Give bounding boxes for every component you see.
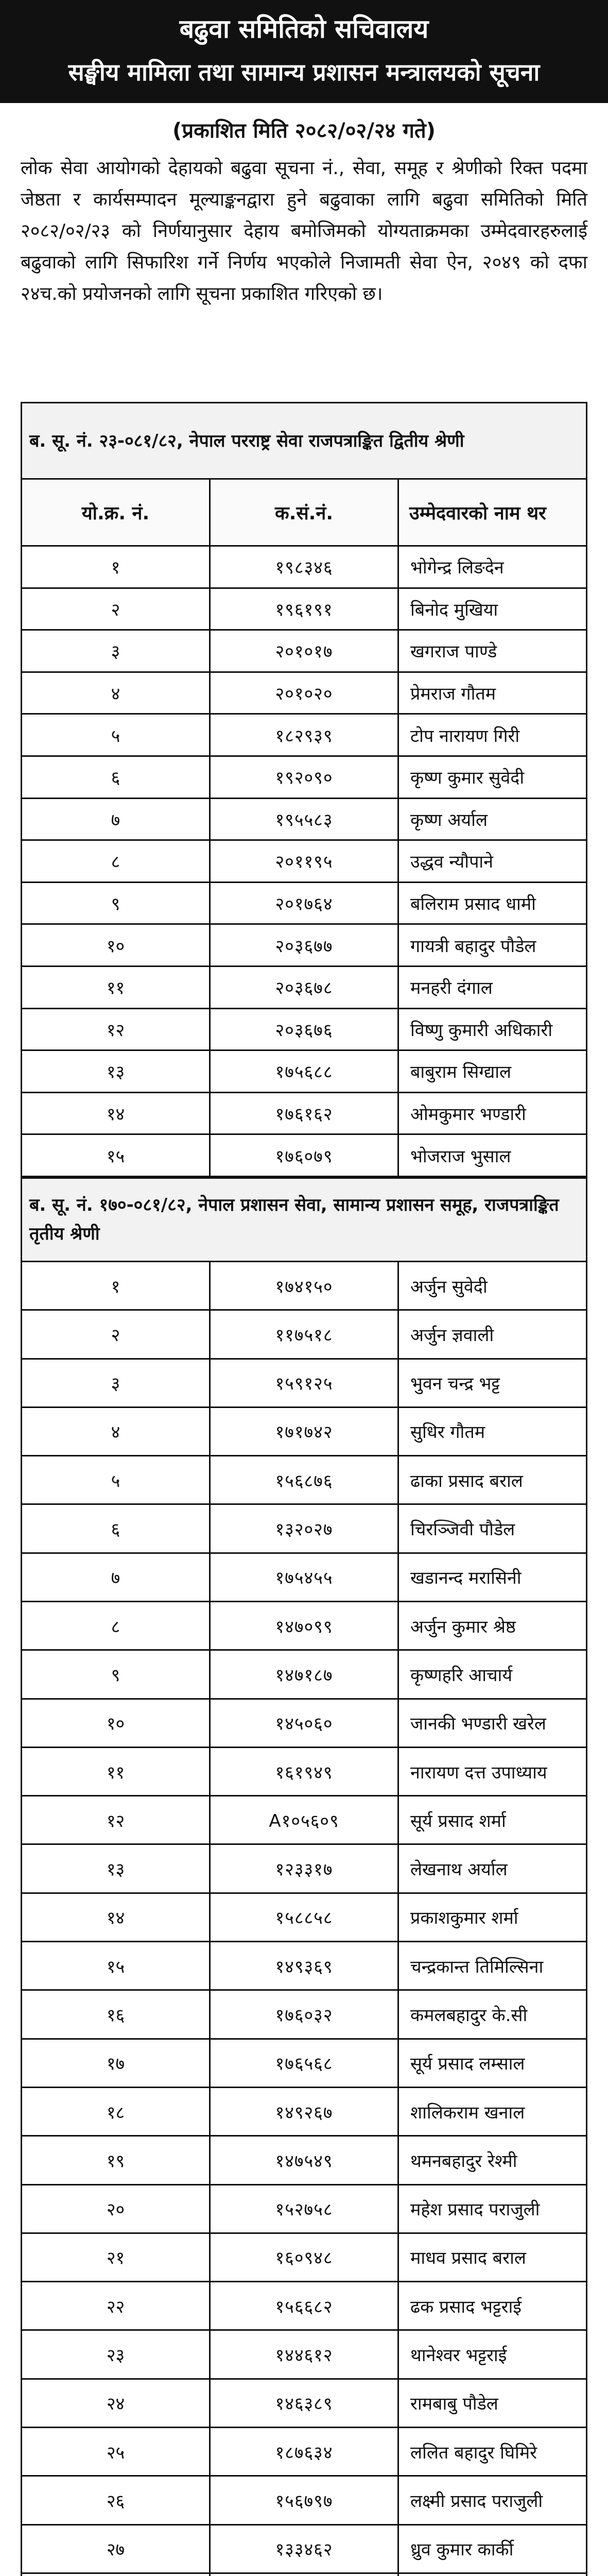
- serial-cell: १२: [22, 1796, 210, 1844]
- serial-cell: १५: [22, 1134, 210, 1177]
- serial-cell: १३: [22, 1844, 210, 1893]
- table-row: [22, 2233, 587, 2281]
- table-row: [22, 714, 587, 756]
- serial-cell: ३: [22, 630, 210, 672]
- table-row: [22, 1092, 587, 1134]
- table-row: [22, 882, 587, 924]
- serial-cell: ९: [22, 882, 210, 924]
- table-row: [22, 630, 587, 672]
- name-cell: खडानन्द मरासिनी: [398, 1553, 587, 1601]
- serial-cell: ३: [22, 1359, 210, 1407]
- section-table-2: [21, 1177, 587, 2576]
- name-cell: ललित बहादुर घिमिरे: [398, 2428, 587, 2476]
- serial-cell: ६: [22, 1504, 210, 1553]
- symbol-cell: १५९१२५: [210, 1359, 398, 1407]
- table-row: [22, 1359, 587, 1407]
- name-cell: प्रेमराज गौतम: [398, 672, 587, 714]
- serial-cell: २५: [22, 2428, 210, 2476]
- symbol-cell: १४९३६९: [210, 1942, 398, 1990]
- serial-cell: २४: [22, 2379, 210, 2427]
- name-cell: चन्द्रकान्त तिमिल्सिना: [398, 1942, 587, 1990]
- serial-cell: [22, 2573, 210, 2576]
- symbol-cell: १५८८५८: [210, 1893, 398, 1941]
- notice-body: [0, 103, 608, 402]
- table-row: [22, 2428, 587, 2476]
- name-cell: महेश प्रसाद पराजुली: [398, 2184, 587, 2233]
- column-header-symbol: क.सं.नं.: [210, 479, 398, 546]
- table-row: [22, 1134, 587, 1177]
- name-cell: मनहरी दंगाल: [398, 966, 587, 1008]
- name-cell: अर्जुन ज्ञवाली: [398, 1310, 587, 1359]
- symbol-cell: A१०५६०९: [210, 1796, 398, 1844]
- symbol-cell: १७६०७९: [210, 1134, 398, 1177]
- serial-cell: १४: [22, 1893, 210, 1941]
- symbol-cell: १४४६१२: [210, 2330, 398, 2379]
- table-row: [22, 1050, 587, 1093]
- name-cell: विष्णु कुमारी अधिकारी: [398, 1008, 587, 1050]
- symbol-cell: २०१०२०: [210, 672, 398, 714]
- name-cell: सूर्य प्रसाद शर्मा: [398, 1796, 587, 1844]
- table-row: [22, 1553, 587, 1601]
- table-row: [22, 2330, 587, 2379]
- table-row: [22, 756, 587, 798]
- name-cell: लेखनाथ अर्याल: [398, 1844, 587, 1893]
- serial-cell: २६: [22, 2476, 210, 2524]
- symbol-cell: १९५५८३: [210, 798, 398, 840]
- symbol-cell: १४७१८७: [210, 1650, 398, 1699]
- name-cell: सूर्य प्रसाद लम्साल: [398, 2039, 587, 2087]
- name-cell: माधव प्रसाद बराल: [398, 2233, 587, 2281]
- table-row: [22, 1504, 587, 1553]
- table-row: [22, 1310, 587, 1359]
- symbol-cell: १५६७९७: [210, 2476, 398, 2524]
- column-header-row: [22, 479, 587, 546]
- serial-cell: ९: [22, 1650, 210, 1699]
- symbol-cell: [210, 2573, 398, 2576]
- symbol-cell: २०३६७७: [210, 924, 398, 967]
- serial-cell: ६: [22, 756, 210, 798]
- name-cell: रामबाबु पौडेल: [398, 2379, 587, 2427]
- symbol-cell: १७६०३२: [210, 1990, 398, 2039]
- serial-cell: ७: [22, 798, 210, 840]
- symbol-cell: १२३३१७: [210, 1844, 398, 1893]
- table-row: [22, 1747, 587, 1795]
- serial-cell: १०: [22, 1699, 210, 1747]
- symbol-cell: २०१०१७: [210, 630, 398, 672]
- section-table-1: [21, 402, 587, 1177]
- table-row: [22, 2039, 587, 2087]
- name-cell: खगराज पाण्डे: [398, 630, 587, 672]
- name-cell: टोप नारायण गिरी: [398, 714, 587, 756]
- header-line-2: सङ्घीय मामिला तथा सामान्य प्रशासन मन्त्रालयको सूचना: [68, 58, 540, 86]
- serial-cell: १८: [22, 2087, 210, 2136]
- symbol-cell: १९२०९०: [210, 756, 398, 798]
- name-cell: अर्जुन कुमार श्रेष्ठ: [398, 1601, 587, 1650]
- table-row: [22, 840, 587, 883]
- name-cell: कृष्ण अर्याल: [398, 798, 587, 840]
- table-row: [22, 1796, 587, 1844]
- symbol-cell: १५६८७६: [210, 1456, 398, 1504]
- name-cell: थमनबहादुर रेश्मी: [398, 2136, 587, 2184]
- symbol-cell: १९६१९१: [210, 588, 398, 630]
- serial-cell: १६: [22, 1990, 210, 2039]
- section-title: ब. सू. नं. २३-०८१/८२, नेपाल परराष्ट्र सेवा राजपत्राङ्कित द्वितीय श्रेणी: [22, 403, 587, 479]
- name-cell: बलिराम प्रसाद धामी: [398, 882, 587, 924]
- serial-cell: २२: [22, 2282, 210, 2330]
- symbol-cell: १७६५६८: [210, 2039, 398, 2087]
- table-row: [22, 1261, 587, 1310]
- table-row: [22, 2282, 587, 2330]
- name-cell: सुधिर गौतम: [398, 1407, 587, 1455]
- name-cell: ध्रुव कुमार कार्की: [398, 2524, 587, 2573]
- name-cell: ढक प्रसाद भट्टराई: [398, 2282, 587, 2330]
- symbol-cell: १८२९३९: [210, 714, 398, 756]
- table-row: [22, 2476, 587, 2524]
- serial-cell: १४: [22, 1092, 210, 1134]
- serial-cell: १७: [22, 2039, 210, 2087]
- serial-cell: ५: [22, 714, 210, 756]
- symbol-cell: १७१७४२: [210, 1407, 398, 1455]
- symbol-cell: १८७६३४: [210, 2428, 398, 2476]
- name-cell: बिनोद मुखिया: [398, 588, 587, 630]
- symbol-cell: १६१९४९: [210, 1747, 398, 1795]
- name-cell: कृष्णहरि आचार्य: [398, 1650, 587, 1699]
- symbol-cell: १३२०२७: [210, 1504, 398, 1553]
- table-row: [22, 924, 587, 967]
- table-row: [22, 1844, 587, 1893]
- name-cell: भोजराज भुसाल: [398, 1134, 587, 1177]
- table-row: [22, 1407, 587, 1455]
- serial-cell: ५: [22, 1456, 210, 1504]
- serial-cell: २: [22, 1310, 210, 1359]
- name-cell: लक्ष्मी प्रसाद पराजुली: [398, 2476, 587, 2524]
- column-header-serial: यो.क्र. नं.: [22, 479, 210, 546]
- notice-header: [0, 0, 608, 103]
- table-row: [22, 672, 587, 714]
- symbol-cell: १४५०६०: [210, 1699, 398, 1747]
- symbol-cell: २०१७६४: [210, 882, 398, 924]
- notice-text: लोक सेवा आयोगको देहायको बढुवा सूचना नं., सेवा, समूह र श्रेणीको रिक्त पदमा जेष्ठता र कार्यसम्पादन मूल्याङ्कनद्वारा हुने बढुवाका लागि बढुवा समितिको मिति २०८२/०२/२३ को निर्णयानुसार देहाय बमोजिमको योग्यताक्रमका उम्मेदवारहरुलाई बढुवाको लागि सिफारिश गर्ने निर्णय भएकोले निजामती सेवा ऐन, २०४९ को दफा २४च.को प्रयोजनको लागि सूचना प्रकाशित गरिएको छ।: [21, 158, 587, 304]
- name-cell: प्रकाशकुमार शर्मा: [398, 1893, 587, 1941]
- serial-cell: ११: [22, 966, 210, 1008]
- symbol-cell: १७५४५५: [210, 1553, 398, 1601]
- name-cell: [398, 2573, 587, 2576]
- symbol-cell: १७४१५०: [210, 1261, 398, 1310]
- table-row: [22, 2573, 587, 2576]
- name-cell: ढाका प्रसाद बराल: [398, 1456, 587, 1504]
- serial-cell: २१: [22, 2233, 210, 2281]
- serial-cell: १०: [22, 924, 210, 967]
- name-cell: गायत्री बहादुर पौडेल: [398, 924, 587, 967]
- symbol-cell: १४७०९९: [210, 1601, 398, 1650]
- name-cell: चिरञ्जिवी पौडेल: [398, 1504, 587, 1553]
- table-row: [22, 1601, 587, 1650]
- name-cell: ओमकुमार भण्डारी: [398, 1092, 587, 1134]
- table-row: [22, 2087, 587, 2136]
- symbol-cell: ११७५१८: [210, 1310, 398, 1359]
- table-row: [22, 1699, 587, 1747]
- serial-cell: ११: [22, 1747, 210, 1795]
- symbol-cell: १९८३४६: [210, 546, 398, 588]
- serial-cell: २: [22, 588, 210, 630]
- symbol-cell: १६०९४८: [210, 2233, 398, 2281]
- serial-cell: १: [22, 546, 210, 588]
- symbol-cell: १७५६८८: [210, 1050, 398, 1093]
- candidate-tables: [0, 402, 608, 2576]
- table-row: [22, 1893, 587, 1941]
- table-row: [22, 1942, 587, 1990]
- table-row: [22, 546, 587, 588]
- publish-date: (प्रकाशित मिति २०८२/०२/२४ गते): [172, 119, 436, 143]
- section-title: ब. सू. नं. १७०-०८१/८२, नेपाल प्रशासन सेवा, सामान्य प्रशासन समूह, राजपत्राङ्कित तृतीय श्रेणी: [22, 1178, 587, 1261]
- table-row: [22, 2379, 587, 2427]
- symbol-cell: २०३६७८: [210, 966, 398, 1008]
- table-row: [22, 1990, 587, 2039]
- table-row: [22, 2136, 587, 2184]
- symbol-cell: १४७५४९: [210, 2136, 398, 2184]
- serial-cell: २३: [22, 2330, 210, 2379]
- name-cell: उद्धव न्यौपाने: [398, 840, 587, 883]
- table-row: [22, 1008, 587, 1050]
- symbol-cell: २०११९५: [210, 840, 398, 883]
- table-row: [22, 798, 587, 840]
- symbol-cell: १५६६८२: [210, 2282, 398, 2330]
- table-row: [22, 1456, 587, 1504]
- symbol-cell: १४६३८९: [210, 2379, 398, 2427]
- name-cell: शालिकराम खनाल: [398, 2087, 587, 2136]
- serial-cell: १३: [22, 1050, 210, 1093]
- serial-cell: ८: [22, 1601, 210, 1650]
- serial-cell: १: [22, 1261, 210, 1310]
- table-row: [22, 1650, 587, 1699]
- serial-cell: ४: [22, 1407, 210, 1455]
- serial-cell: २७: [22, 2524, 210, 2573]
- header-line-1: बढुवा समितिको सचिवालय: [179, 14, 429, 44]
- name-cell: बाबुराम सिग्द्याल: [398, 1050, 587, 1093]
- serial-cell: ४: [22, 672, 210, 714]
- serial-cell: १५: [22, 1942, 210, 1990]
- serial-cell: ७: [22, 1553, 210, 1601]
- name-cell: जानकी भण्डारी खरेल: [398, 1699, 587, 1747]
- column-header-name: उम्मेदवारको नाम थर: [398, 479, 587, 546]
- symbol-cell: १३३४६२: [210, 2524, 398, 2573]
- table-row: [22, 966, 587, 1008]
- table-row: [22, 2184, 587, 2233]
- name-cell: अर्जुन सुवेदी: [398, 1261, 587, 1310]
- serial-cell: २०: [22, 2184, 210, 2233]
- table-row: [22, 588, 587, 630]
- name-cell: कृष्ण कुमार सुवेदी: [398, 756, 587, 798]
- symbol-cell: २०३६७६: [210, 1008, 398, 1050]
- serial-cell: ८: [22, 840, 210, 883]
- name-cell: भुवन चन्द्र भट्ट: [398, 1359, 587, 1407]
- table-row: [22, 2524, 587, 2573]
- symbol-cell: १४९२६७: [210, 2087, 398, 2136]
- symbol-cell: १७६१६२: [210, 1092, 398, 1134]
- name-cell: कमलबहादुर के.सी: [398, 1990, 587, 2039]
- symbol-cell: १५२७५८: [210, 2184, 398, 2233]
- name-cell: नारायण दत्त उपाध्याय: [398, 1747, 587, 1795]
- serial-cell: १९: [22, 2136, 210, 2184]
- name-cell: थानेश्वर भट्टराई: [398, 2330, 587, 2379]
- serial-cell: १२: [22, 1008, 210, 1050]
- name-cell: भोगेन्द्र लिङदेन: [398, 546, 587, 588]
